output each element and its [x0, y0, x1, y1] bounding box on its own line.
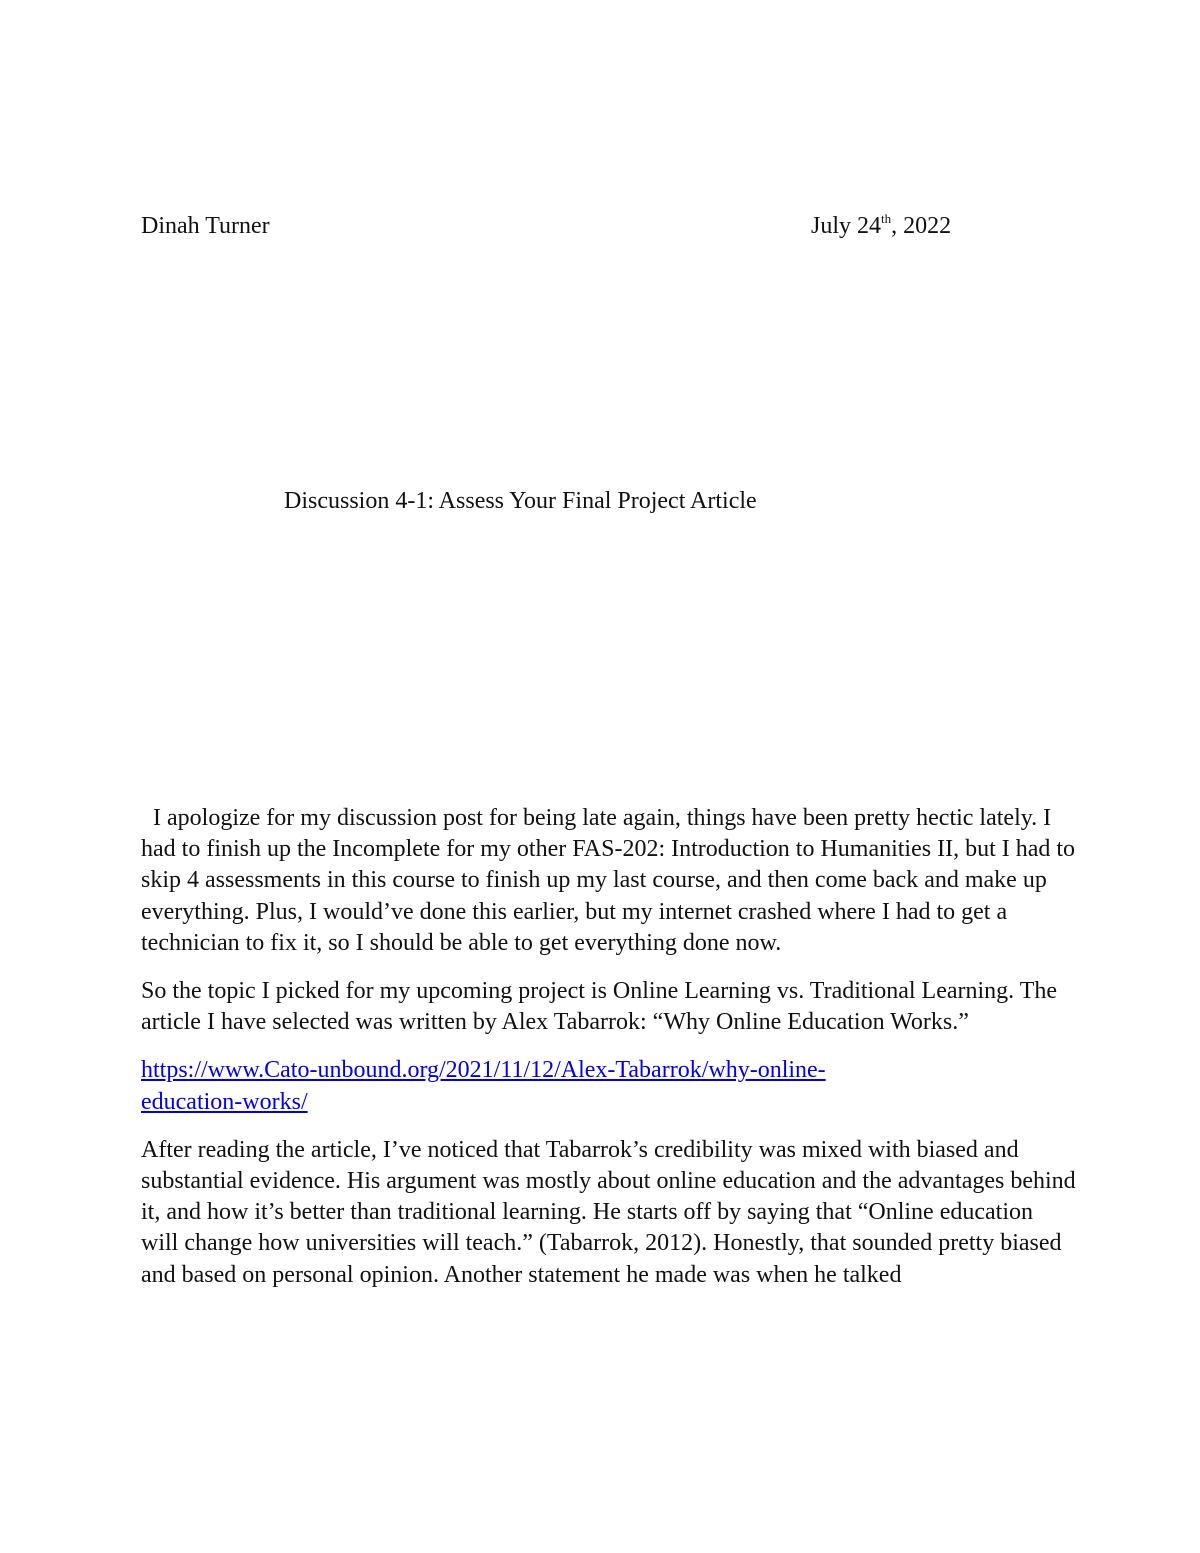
document-date	[811, 209, 951, 243]
article-link[interactable]	[141, 1057, 826, 1114]
paragraph-topic: So the topic I picked for my upcoming project is Online Learning vs. Traditional Learning. The article I have selected was written by Alex Tabarrok: “Why Online Education Works.”	[141, 978, 1058, 1036]
document-body	[141, 803, 1076, 1308]
article-link-paragraph	[141, 1055, 1076, 1117]
paragraph-apology: I apologize for my discussion post for being late again, things have been pretty hectic lately. I had to finish up the Incomplete for my other FAS-202: Introduction to Humanities II, but I had to skip 4 assessments in this course to finish up my last course, and then come back and make up everything. Plus, I would’ve done this earlier, but my internet crashed where I had to get a technician to fix it, so I should be able to get everything done now.	[141, 805, 1076, 956]
article-link-line-2: education-works/	[141, 1088, 308, 1115]
article-link-line-1: https://www.Cato-unbound.org/2021/11/12/Alex-Tabarrok/why-online-	[141, 1057, 826, 1084]
date-month-day: July 24	[811, 213, 882, 239]
date-year: , 2022	[891, 213, 952, 239]
paragraph-analysis: After reading the article, I’ve noticed that Tabarrok’s credibility was mixed with biased and substantial evidence. His argument was mostly about online education and the advantages behind it, and how it’s better than traditional learning. He starts off by saying that “Online education will change how universities will teach.” (Tabarrok, 2012). Honestly, that sounded pretty biased and based on personal opinion. Another statement he made was when he talked	[141, 1136, 1076, 1288]
date-ordinal-suffix: th	[881, 211, 892, 226]
author-name: Dinah Turner	[141, 213, 270, 239]
document-title: Discussion 4-1: Assess Your Final Project Article	[284, 488, 757, 514]
